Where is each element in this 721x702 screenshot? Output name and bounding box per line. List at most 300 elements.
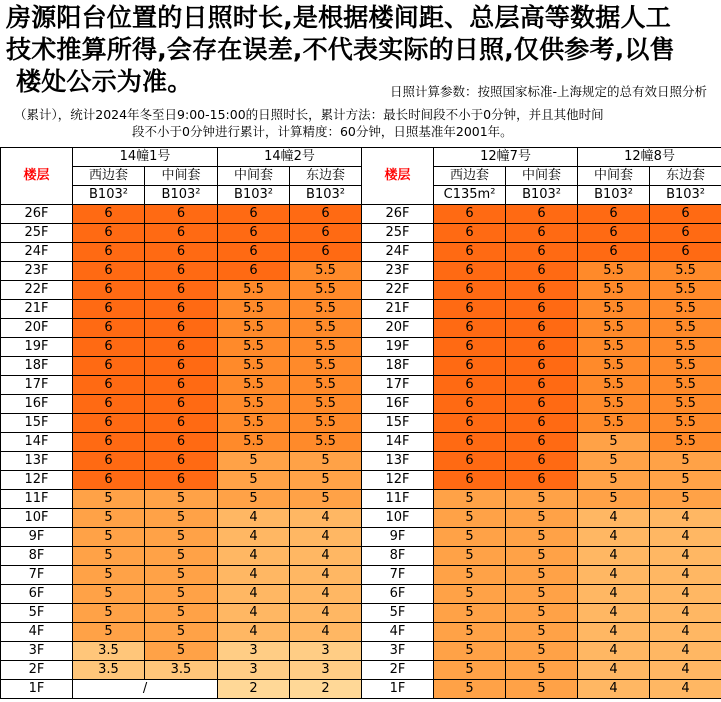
floor-cell: 13F: [1, 452, 73, 471]
sunlight-hours-cell: 4: [578, 509, 650, 528]
sunlight-hours-cell: 6: [73, 224, 145, 243]
unit-label: 西边套: [434, 167, 506, 186]
sunlight-hours-cell: 5.5: [218, 300, 290, 319]
sunlight-hours-cell: 5: [145, 528, 218, 547]
sunlight-hours-cell: 3.5: [73, 642, 145, 661]
sunlight-hours-cell: 5.5: [650, 281, 721, 300]
sunlight-hours-cell: 6: [145, 281, 218, 300]
sunlight-hours-cell: 6: [578, 243, 650, 262]
table-row: [1, 281, 721, 300]
floor-cell: 6F: [362, 585, 434, 604]
sunlight-hours-cell: 4: [578, 604, 650, 623]
floor-cell: 5F: [1, 604, 73, 623]
floor-cell: 18F: [1, 357, 73, 376]
sunlight-hours-cell: 6: [434, 357, 506, 376]
unit-label: 东边套: [650, 167, 721, 186]
floor-cell: 26F: [1, 205, 73, 224]
floor-cell: 16F: [362, 395, 434, 414]
floor-cell: 25F: [1, 224, 73, 243]
sunlight-hours-cell: 5: [650, 490, 721, 509]
table-row: [1, 395, 721, 414]
floor-cell: 22F: [1, 281, 73, 300]
sunlight-hours-cell: 4: [218, 566, 290, 585]
sunlight-hours-cell: 6: [145, 395, 218, 414]
floor-cell: 4F: [1, 623, 73, 642]
floor-cell: 14F: [362, 433, 434, 452]
floor-cell: 12F: [1, 471, 73, 490]
table-row: [1, 205, 721, 224]
sunlight-hours-cell: 5.5: [218, 395, 290, 414]
sunlight-hours-cell: 3.5: [145, 661, 218, 680]
sunlight-hours-cell: 5: [434, 490, 506, 509]
building-14-1: 14幢1号: [73, 148, 218, 167]
table-row: [1, 547, 721, 566]
unit-type: C135m²: [434, 186, 506, 205]
sunlight-hours-cell: 5: [578, 490, 650, 509]
sunlight-table: [0, 147, 721, 699]
sunlight-hours-cell: 6: [506, 205, 578, 224]
floor-cell: 4F: [362, 623, 434, 642]
sunlight-hours-cell: 4: [218, 623, 290, 642]
sunlight-hours-cell: 4: [650, 547, 721, 566]
sunlight-hours-cell: 5: [506, 642, 578, 661]
floor-cell: 1F: [362, 680, 434, 699]
floor-label-left: 楼层: [1, 148, 73, 205]
floor-cell: 8F: [1, 547, 73, 566]
table-row: [1, 585, 721, 604]
floor-cell: 1F: [1, 680, 73, 699]
floor-cell: 16F: [1, 395, 73, 414]
table-row: [1, 604, 721, 623]
sunlight-hours-cell: 6: [145, 414, 218, 433]
sunlight-hours-cell: 5: [506, 528, 578, 547]
table-row: [1, 224, 721, 243]
sunlight-hours-cell: 4: [578, 585, 650, 604]
table-row: [1, 509, 721, 528]
sunlight-hours-cell: 5.5: [578, 281, 650, 300]
sunlight-hours-cell: 6: [145, 262, 218, 281]
sunlight-hours-cell: 5.5: [650, 395, 721, 414]
sunlight-hours-cell: 5.5: [578, 300, 650, 319]
sunlight-hours-cell: 4: [290, 604, 362, 623]
table-row: [1, 319, 721, 338]
sunlight-hours-cell: 6: [434, 414, 506, 433]
sunlight-hours-cell: 5.5: [578, 357, 650, 376]
sunlight-hours-cell: 6: [73, 452, 145, 471]
sunlight-hours-cell: 6: [145, 224, 218, 243]
floor-cell: 7F: [362, 566, 434, 585]
floor-cell: 24F: [1, 243, 73, 262]
sunlight-hours-cell: 6: [434, 224, 506, 243]
floor-cell: 2F: [1, 661, 73, 680]
sunlight-hours-cell: 4: [578, 528, 650, 547]
sunlight-hours-cell: 5.5: [290, 376, 362, 395]
table-row: [1, 623, 721, 642]
sunlight-hours-cell: 5.5: [578, 338, 650, 357]
sunlight-hours-cell: 5: [218, 452, 290, 471]
unit-type: B103²: [650, 186, 721, 205]
sunlight-hours-cell: 5: [73, 623, 145, 642]
floor-cell: 12F: [362, 471, 434, 490]
table-row: [1, 680, 721, 699]
sunlight-hours-cell: 6: [434, 471, 506, 490]
sunlight-hours-cell: 5.5: [578, 414, 650, 433]
sunlight-hours-cell: 3: [218, 661, 290, 680]
floor-cell: 18F: [362, 357, 434, 376]
unit-type: B103²: [145, 186, 218, 205]
sunlight-hours-cell: 5: [145, 623, 218, 642]
sunlight-hours-cell: 6: [506, 338, 578, 357]
floor-cell: 17F: [1, 376, 73, 395]
sunlight-hours-cell: 5: [218, 471, 290, 490]
sunlight-hours-cell: 4: [578, 680, 650, 699]
sunlight-hours-cell: 6: [73, 243, 145, 262]
sunlight-hours-cell: 5: [434, 623, 506, 642]
sunlight-hours-cell: 4: [218, 585, 290, 604]
sunlight-hours-cell: 6: [218, 243, 290, 262]
title-line-1: 房源阳台位置的日照时长,是根据楼间距、总层高等数据人工: [6, 3, 671, 32]
sunlight-hours-cell: 5.5: [650, 433, 721, 452]
floor-cell: 26F: [362, 205, 434, 224]
sunlight-hours-cell: 5.5: [290, 281, 362, 300]
sunlight-hours-cell: 5.5: [218, 281, 290, 300]
sunlight-hours-cell: 6: [434, 262, 506, 281]
building-12-8: 12幢8号: [578, 148, 721, 167]
sunlight-hours-cell: 2: [218, 680, 290, 699]
sunlight-hours-cell: 4: [650, 680, 721, 699]
sunlight-hours-cell: 6: [434, 300, 506, 319]
floor-cell: 5F: [362, 604, 434, 623]
floor-cell: 11F: [1, 490, 73, 509]
sunlight-hours-cell: 5.5: [218, 319, 290, 338]
sunlight-hours-cell: 6: [73, 376, 145, 395]
floor-cell: 2F: [362, 661, 434, 680]
sunlight-hours-cell: 5: [145, 642, 218, 661]
sunlight-hours-cell: 5: [73, 509, 145, 528]
unit-type: B103²: [506, 186, 578, 205]
sunlight-hours-cell: 5.5: [650, 319, 721, 338]
sunlight-hours-cell: 5.5: [290, 300, 362, 319]
unit-label: 东边套: [290, 167, 362, 186]
sunlight-hours-cell: 5.5: [218, 433, 290, 452]
sunlight-hours-cell: 6: [73, 281, 145, 300]
sunlight-hours-cell: 6: [434, 433, 506, 452]
sunlight-hours-cell: 4: [578, 566, 650, 585]
sunlight-hours-cell: 6: [434, 319, 506, 338]
sunlight-hours-cell: 5.5: [578, 319, 650, 338]
table-row: [1, 471, 721, 490]
sunlight-hours-cell: 5: [434, 680, 506, 699]
sunlight-hours-cell: 5: [290, 490, 362, 509]
floor-cell: 7F: [1, 566, 73, 585]
table-row: [1, 566, 721, 585]
sunlight-hours-cell: 5: [578, 433, 650, 452]
sunlight-hours-cell: 6: [506, 395, 578, 414]
sunlight-hours-cell: 4: [650, 661, 721, 680]
sunlight-hours-cell: 6: [73, 338, 145, 357]
sunlight-hours-cell: 6: [506, 262, 578, 281]
sunlight-hours-cell: 6: [506, 300, 578, 319]
table-row: [1, 452, 721, 471]
sunlight-hours-cell: 6: [73, 357, 145, 376]
sunlight-hours-cell: 5: [434, 528, 506, 547]
table-row: [1, 642, 721, 661]
sunlight-hours-cell: 6: [145, 205, 218, 224]
sunlight-hours-cell: 6: [218, 262, 290, 281]
sunlight-hours-cell: 4: [650, 509, 721, 528]
desc-line-2: 段不小于0分钟进行累计，计算精度：60分钟，日照基准年2001年。: [132, 124, 513, 139]
calc-description: [14, 106, 714, 140]
sunlight-hours-cell: 6: [290, 224, 362, 243]
sunlight-hours-cell: 6: [506, 376, 578, 395]
sunlight-hours-cell: 4: [650, 642, 721, 661]
sunlight-hours-cell: 5: [578, 471, 650, 490]
sunlight-hours-cell: 5.5: [290, 357, 362, 376]
sunlight-hours-cell: 4: [290, 623, 362, 642]
sunlight-hours-cell: 4: [290, 585, 362, 604]
floor-cell: 21F: [1, 300, 73, 319]
sunlight-hours-cell: 6: [218, 205, 290, 224]
sunlight-hours-cell: 5: [290, 452, 362, 471]
sunlight-hours-cell: 6: [434, 452, 506, 471]
sunlight-hours-cell: 6: [506, 224, 578, 243]
sunlight-hours-cell: 5: [434, 585, 506, 604]
desc-line-1: （累计），统计2024年冬至日9:00-15:00的日照时长，累计方法：最长时间段不小于0分钟，并且其他时间: [14, 107, 604, 122]
sunlight-hours-cell: 6: [145, 471, 218, 490]
sunlight-hours-cell: 6: [290, 205, 362, 224]
sunlight-hours-cell: 5.5: [218, 414, 290, 433]
table-row: [1, 414, 721, 433]
sunlight-hours-cell: 6: [506, 414, 578, 433]
sunlight-hours-cell: 5: [506, 680, 578, 699]
sunlight-hours-cell: 4: [650, 623, 721, 642]
sunlight-hours-cell: 5.5: [650, 357, 721, 376]
sunlight-hours-cell: 5.5: [578, 395, 650, 414]
sunlight-hours-cell: 2: [290, 680, 362, 699]
sunlight-hours-cell: 4: [290, 547, 362, 566]
sunlight-hours-cell: 6: [145, 243, 218, 262]
table-row: [1, 262, 721, 281]
table-row: [1, 338, 721, 357]
floor-cell: 20F: [1, 319, 73, 338]
sunlight-hours-cell: 5: [650, 452, 721, 471]
sunlight-hours-cell: 5.5: [650, 300, 721, 319]
table-row: [1, 376, 721, 395]
sunlight-hours-cell: 5: [145, 547, 218, 566]
table-row: [1, 433, 721, 452]
floor-cell: 23F: [1, 262, 73, 281]
sunlight-hours-cell: 6: [434, 395, 506, 414]
sunlight-hours-cell: 5: [73, 604, 145, 623]
unit-label: 中间套: [578, 167, 650, 186]
sunlight-hours-cell: 5: [145, 566, 218, 585]
sunlight-hours-cell: 6: [73, 395, 145, 414]
unit-type: B103²: [73, 186, 145, 205]
title-line-3: 楼处公示为准。: [16, 67, 193, 96]
sunlight-hours-cell: 6: [73, 433, 145, 452]
sunlight-hours-cell: 5: [434, 604, 506, 623]
sunlight-hours-cell: 5.5: [290, 262, 362, 281]
sunlight-hours-cell: 6: [145, 433, 218, 452]
sunlight-hours-cell: 5.5: [650, 338, 721, 357]
sunlight-hours-cell: 4: [578, 623, 650, 642]
sunlight-hours-cell: 5: [506, 490, 578, 509]
floor-cell: 25F: [362, 224, 434, 243]
sunlight-hours-cell: 5.5: [218, 376, 290, 395]
unit-type: B103²: [290, 186, 362, 205]
floor-cell: 24F: [362, 243, 434, 262]
sunlight-hours-cell: 6: [506, 357, 578, 376]
sunlight-hours-cell: 6: [73, 262, 145, 281]
building-12-7: 12幢7号: [434, 148, 578, 167]
sunlight-hours-cell: 5.5: [290, 319, 362, 338]
sunlight-hours-cell: 6: [434, 376, 506, 395]
sunlight-hours-cell: 5: [218, 490, 290, 509]
sunlight-hours-cell: 6: [506, 243, 578, 262]
floor-cell: 3F: [362, 642, 434, 661]
table-row: [1, 243, 721, 262]
sunlight-hours-cell: 4: [650, 585, 721, 604]
sunlight-hours-cell: 6: [434, 338, 506, 357]
sunlight-hours-cell: 5.5: [578, 262, 650, 281]
sunlight-hours-cell: 6: [650, 224, 721, 243]
header-row-types: [1, 186, 721, 205]
sunlight-hours-cell: 5.5: [650, 376, 721, 395]
table-body: [1, 148, 721, 699]
sunlight-hours-cell: 6: [650, 205, 721, 224]
sunlight-hours-cell: 3: [290, 642, 362, 661]
sunlight-hours-cell: 4: [218, 547, 290, 566]
sunlight-hours-cell: 5: [578, 452, 650, 471]
params-label: 日照计算参数：按照国家标准-上海规定的总有效日照分析: [389, 84, 707, 99]
sunlight-hours-cell: 5.5: [578, 376, 650, 395]
unit-label: 中间套: [506, 167, 578, 186]
sunlight-hours-cell: 5: [73, 566, 145, 585]
title-line-2: 技术推算所得,会存在误差,不代表实际的日照,仅供参考,以售: [6, 35, 675, 64]
sunlight-hours-cell: 4: [578, 547, 650, 566]
sunlight-hours-cell: 6: [145, 338, 218, 357]
floor-cell: 13F: [362, 452, 434, 471]
floor-cell: 22F: [362, 281, 434, 300]
unit-label: 西边套: [73, 167, 145, 186]
floor-cell: 19F: [362, 338, 434, 357]
sunlight-hours-cell: 5: [506, 566, 578, 585]
sunlight-hours-cell: 4: [578, 661, 650, 680]
sunlight-hours-cell: 5: [145, 585, 218, 604]
not-applicable-cell: /: [73, 680, 218, 699]
sunlight-hours-cell: 4: [290, 528, 362, 547]
sunlight-hours-cell: 5.5: [650, 414, 721, 433]
floor-label-right: 楼层: [362, 148, 434, 205]
table-row: [1, 300, 721, 319]
sunlight-hours-cell: 6: [506, 452, 578, 471]
floor-cell: 6F: [1, 585, 73, 604]
floor-cell: 15F: [362, 414, 434, 433]
floor-cell: 3F: [1, 642, 73, 661]
sunlight-hours-cell: 5: [145, 604, 218, 623]
sunlight-hours-cell: 4: [290, 566, 362, 585]
header-row-buildings: [1, 148, 721, 167]
sunlight-hours-cell: 5: [434, 642, 506, 661]
floor-cell: 23F: [362, 262, 434, 281]
sunlight-hours-cell: 3.5: [73, 661, 145, 680]
sunlight-hours-cell: 6: [145, 319, 218, 338]
floor-cell: 19F: [1, 338, 73, 357]
sunlight-hours-cell: 4: [650, 528, 721, 547]
sunlight-hours-cell: 6: [145, 300, 218, 319]
sunlight-hours-cell: 5: [145, 490, 218, 509]
sunlight-hours-cell: 5.5: [218, 338, 290, 357]
unit-label: 中间套: [218, 167, 290, 186]
sunlight-hours-cell: 6: [73, 414, 145, 433]
unit-type: B103²: [218, 186, 290, 205]
sunlight-hours-cell: 6: [434, 243, 506, 262]
sunlight-hours-cell: 5.5: [290, 338, 362, 357]
sunlight-hours-cell: 4: [290, 509, 362, 528]
floor-cell: 9F: [362, 528, 434, 547]
sunlight-hours-cell: 6: [145, 357, 218, 376]
building-14-2: 14幢2号: [218, 148, 362, 167]
header-row-units: [1, 167, 721, 186]
sunlight-hours-cell: 5: [434, 566, 506, 585]
sunlight-hours-cell: 5: [145, 509, 218, 528]
sunlight-hours-cell: 6: [506, 471, 578, 490]
sunlight-hours-cell: 6: [506, 433, 578, 452]
sunlight-hours-cell: 5: [506, 509, 578, 528]
floor-cell: 10F: [362, 509, 434, 528]
table-row: [1, 357, 721, 376]
sunlight-hours-cell: 6: [145, 376, 218, 395]
sunlight-hours-cell: 4: [578, 642, 650, 661]
sunlight-hours-cell: 4: [650, 566, 721, 585]
sunlight-hours-cell: 5: [506, 623, 578, 642]
floor-cell: 8F: [362, 547, 434, 566]
unit-type: B103²: [578, 186, 650, 205]
sunlight-hours-cell: 6: [650, 243, 721, 262]
sunlight-hours-cell: 6: [73, 300, 145, 319]
sunlight-hours-cell: 6: [506, 319, 578, 338]
sunlight-hours-cell: 5: [650, 471, 721, 490]
sunlight-hours-cell: 6: [434, 281, 506, 300]
sunlight-hours-cell: 5.5: [290, 414, 362, 433]
sunlight-hours-cell: 3: [218, 642, 290, 661]
sunlight-hours-cell: 5: [73, 490, 145, 509]
sunlight-hours-cell: 6: [290, 243, 362, 262]
sunlight-hours-cell: 6: [218, 224, 290, 243]
sunlight-hours-cell: 3: [290, 661, 362, 680]
sunlight-hours-cell: 5.5: [290, 395, 362, 414]
sunlight-hours-cell: 5.5: [218, 357, 290, 376]
sunlight-hours-cell: 5: [506, 661, 578, 680]
floor-cell: 10F: [1, 509, 73, 528]
sunlight-hours-cell: 5: [290, 471, 362, 490]
sunlight-hours-cell: 4: [218, 509, 290, 528]
sunlight-hours-cell: 6: [578, 205, 650, 224]
floor-cell: 11F: [362, 490, 434, 509]
sunlight-hours-cell: 6: [434, 205, 506, 224]
sunlight-hours-cell: 6: [578, 224, 650, 243]
sunlight-hours-cell: 5: [506, 604, 578, 623]
sunlight-hours-cell: 4: [218, 528, 290, 547]
page-header: [0, 0, 721, 148]
sunlight-hours-cell: 6: [73, 319, 145, 338]
sunlight-hours-cell: 5.5: [290, 433, 362, 452]
floor-cell: 14F: [1, 433, 73, 452]
sunlight-hours-cell: 5: [506, 547, 578, 566]
floor-cell: 17F: [362, 376, 434, 395]
sunlight-hours-cell: 5.5: [650, 262, 721, 281]
sunlight-hours-cell: 5: [434, 547, 506, 566]
